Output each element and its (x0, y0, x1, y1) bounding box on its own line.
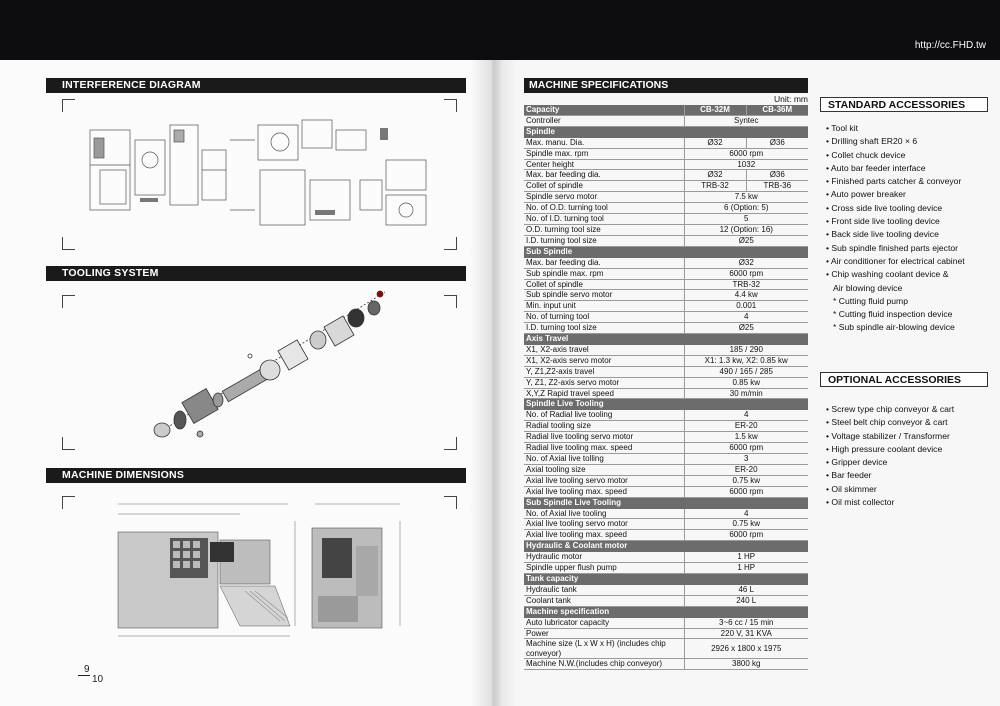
spec-value: 6000 rpm (684, 148, 808, 159)
spec-value: 6000 rpm (684, 486, 808, 497)
standard-accessories-list (826, 122, 998, 335)
page-number-right: 10 (92, 674, 104, 685)
spec-label: Radial live tooling servo motor (524, 432, 684, 443)
spec-label: Sub spindle max. rpm (524, 268, 684, 279)
spec-value: 4 (684, 508, 808, 519)
spec-label: Machine specification (524, 606, 808, 617)
spec-label: Max. bar feeding dia. (524, 170, 684, 181)
optional-accessory-item: • Screw type chip conveyor & cart (826, 404, 955, 414)
optional-accessory-item: • Steel belt chip conveyor & cart (826, 417, 948, 428)
spec-label: I.D. turning tool size (524, 235, 684, 246)
spec-value: Ø25 (684, 323, 808, 334)
spec-value: 1032 (684, 159, 808, 170)
spec-value: 490 / 165 / 285 (684, 366, 808, 377)
optional-accessories-heading: OPTIONAL ACCESSORIES (820, 372, 988, 387)
interference-diagram-drawing (80, 110, 440, 240)
spec-value: 0.75 kw (684, 475, 808, 486)
frame-corner (444, 99, 457, 112)
website-url[interactable]: http://cc.FHD.tw (914, 40, 986, 51)
spec-value: 240 L (684, 595, 808, 606)
spec-label: No. of Axial live tooling (524, 508, 684, 519)
spec-row (524, 214, 808, 225)
spec-label: Tank capacity (524, 573, 808, 584)
spec-value: 6000 rpm (684, 268, 808, 279)
spec-category-row (524, 399, 808, 410)
standard-accessory-item: * Cutting fluid pump (833, 295, 908, 306)
spec-row (524, 148, 808, 159)
spec-value: 0.85 kw (684, 377, 808, 388)
frame-corner (62, 295, 75, 308)
spec-category-row (524, 606, 808, 617)
frame-corner (62, 437, 75, 450)
standard-accessory-item: • Drilling shaft ER20 × 6 (826, 136, 918, 147)
spec-value: Syntec (684, 115, 808, 126)
spec-category-row (524, 334, 808, 345)
standard-accessory-item: • Collet chuck device (826, 149, 906, 160)
spec-value: X1: 1.3 kw, X2: 0.85 kw (684, 355, 808, 366)
spec-value: Ø36 (746, 137, 808, 148)
spec-row (524, 552, 808, 563)
spec-row (524, 475, 808, 486)
spec-row (524, 115, 808, 126)
spec-value: 220 V, 31 KVA (684, 628, 808, 639)
spec-row (524, 301, 808, 312)
spec-value: 3~6 cc / 15 min (684, 617, 808, 628)
standard-accessory-item: • Finished parts catcher & conveyor (826, 176, 962, 187)
spec-value: 3800 kg (684, 659, 808, 670)
spec-row (524, 224, 808, 235)
spec-row (524, 628, 808, 639)
spec-label: Min. input unit (524, 301, 684, 312)
spec-label: I.D. turning tool size (524, 323, 684, 334)
spec-label: Axial live tooling max. speed (524, 530, 684, 541)
spec-label: Capacity (524, 105, 684, 115)
spec-row (524, 584, 808, 595)
spec-row (524, 639, 808, 659)
spec-value: 1.5 kw (684, 432, 808, 443)
spec-label: O.D. turning tool size (524, 224, 684, 235)
frame-corner (62, 496, 75, 509)
spec-label: Sub Spindle (524, 246, 808, 257)
spec-category-row (524, 573, 808, 584)
spec-value: 0.75 kw (684, 519, 808, 530)
spec-row (524, 137, 808, 148)
standard-accessory-item: • Back side live tooling device (826, 229, 939, 240)
spec-label: Axial tooling size (524, 464, 684, 475)
spec-row (524, 443, 808, 454)
spec-value: TRB-36 (746, 181, 808, 192)
frame-corner (444, 437, 457, 450)
spec-value: ER-20 (684, 464, 808, 475)
spec-value: Ø32 (684, 137, 746, 148)
spec-row (524, 617, 808, 628)
spec-category-row (524, 541, 808, 552)
spec-label: Axial live tooling max. speed (524, 486, 684, 497)
frame-corner (444, 295, 457, 308)
spec-value: 6000 rpm (684, 530, 808, 541)
spec-value: 4 (684, 312, 808, 323)
spec-label: Hydraulic & Coolant motor (524, 541, 808, 552)
standard-accessory-item: • Tool kit (826, 123, 858, 133)
spec-value: TRB-32 (684, 181, 746, 192)
spec-row (524, 421, 808, 432)
optional-accessory-item: • High pressure coolant device (826, 443, 943, 454)
spec-category-row (524, 497, 808, 508)
standard-accessory-item: • Cross side live tooling device (826, 202, 943, 213)
spec-label: Machine N.W.(includes chip conveyor) (524, 659, 684, 670)
spec-label: No. of Radial live tooling (524, 410, 684, 421)
spec-label: Spindle servo motor (524, 192, 684, 203)
spec-row (524, 279, 808, 290)
spec-value: TRB-32 (684, 279, 808, 290)
spec-label: Controller (524, 115, 684, 126)
spec-label: Radial live tooling max. speed (524, 443, 684, 454)
spec-row (524, 192, 808, 203)
spec-value: CB-32M (684, 105, 746, 115)
spec-category-row (524, 105, 808, 115)
optional-accessory-item: • Voltage stabilizer / Transformer (826, 430, 950, 441)
standard-accessory-item: • Front side live tooling device (826, 216, 940, 227)
spec-row (524, 659, 808, 670)
spec-label: Spindle Live Tooling (524, 399, 808, 410)
spec-value: 1 HP (684, 563, 808, 574)
spec-row (524, 159, 808, 170)
specifications-table (524, 105, 808, 670)
machine-dimensions-drawing (100, 496, 430, 646)
standard-accessory-item: • Auto power breaker (826, 189, 906, 200)
spec-value: 5 (684, 214, 808, 225)
spec-label: No. of I.D. turning tool (524, 214, 684, 225)
standard-accessories-heading: STANDARD ACCESSORIES (820, 97, 988, 112)
spec-row (524, 454, 808, 465)
spec-label: Max. bar feeding dia. (524, 257, 684, 268)
standard-accessory-item: • Air conditioner for electrical cabinet (826, 255, 965, 266)
spec-label: Spindle upper flush pump (524, 563, 684, 574)
spec-value: 30 m/min (684, 388, 808, 399)
spec-row (524, 486, 808, 497)
optional-accessory-item: • Gripper device (826, 457, 888, 468)
spec-label: Collet of spindle (524, 181, 684, 192)
spec-value: 3 (684, 454, 808, 465)
unit-note: Unit: mm (774, 94, 808, 104)
spec-value: Ø36 (746, 170, 808, 181)
spec-label: No. of turning tool (524, 312, 684, 323)
spec-label: Sub Spindle Live Tooling (524, 497, 808, 508)
standard-accessory-item: • Chip washing coolant device & (826, 269, 949, 280)
spec-category-row (524, 126, 808, 137)
frame-corner (62, 99, 75, 112)
spec-value: 4.4 kw (684, 290, 808, 301)
standard-accessory-item: * Sub spindle air-blowing device (833, 322, 955, 333)
spec-row (524, 410, 808, 421)
spec-value: 12 (Option: 16) (684, 224, 808, 235)
spec-label: Max. manu. Dia. (524, 137, 684, 148)
spec-label: Spindle (524, 126, 808, 137)
spec-row (524, 203, 808, 214)
spec-value: 4 (684, 410, 808, 421)
spec-row (524, 323, 808, 334)
spec-label: Axis Travel (524, 334, 808, 345)
spec-label: Machine size (L x W x H) (includes chip conveyor) (524, 639, 684, 659)
spec-row (524, 366, 808, 377)
book-gutter-shadow (470, 60, 516, 706)
spec-value: Ø32 (684, 170, 746, 181)
optional-accessory-item: • Bar feeder (826, 470, 872, 481)
machine-dimensions-heading: MACHINE DIMENSIONS (46, 468, 466, 483)
spec-row (524, 377, 808, 388)
spec-value: 185 / 290 (684, 344, 808, 355)
spec-label: Y, Z1,Z2-axis travel (524, 366, 684, 377)
spec-label: Axial live tooling servo motor (524, 475, 684, 486)
spec-row (524, 432, 808, 443)
spec-label: Hydraulic motor (524, 552, 684, 563)
spec-label: X1, X2-axis travel (524, 344, 684, 355)
spec-value: 1 HP (684, 552, 808, 563)
standard-accessory-item: • Sub spindle finished parts ejector (826, 242, 958, 253)
spec-row (524, 595, 808, 606)
spec-label: X,Y,Z Rapid travel speed (524, 388, 684, 399)
tooling-system-heading: TOOLING SYSTEM (46, 266, 466, 281)
frame-corner (444, 237, 457, 250)
spec-row (524, 508, 808, 519)
spec-label: Power (524, 628, 684, 639)
spec-label: Sub spindle servo motor (524, 290, 684, 301)
frame-corner (444, 496, 457, 509)
standard-accessory-item: • Auto bar feeder interface (826, 162, 926, 173)
spec-row (524, 312, 808, 323)
spec-value: 46 L (684, 584, 808, 595)
spec-row (524, 563, 808, 574)
spec-value: Ø25 (684, 235, 808, 246)
optional-accessory-item: • Oil mist collector (826, 497, 895, 508)
spec-row (524, 344, 808, 355)
spec-label: Hydraulic tank (524, 584, 684, 595)
spec-label: Axial live tooling servo motor (524, 519, 684, 530)
spec-row (524, 268, 808, 279)
spec-label: Y, Z1, Z2-axis servo motor (524, 377, 684, 388)
spec-category-row (524, 246, 808, 257)
spec-row (524, 257, 808, 268)
spec-value: 7.5 kw (684, 192, 808, 203)
top-banner (0, 0, 1000, 60)
spec-value: 6000 rpm (684, 443, 808, 454)
spec-row (524, 464, 808, 475)
standard-accessory-item: Air blowing device (833, 282, 903, 293)
frame-corner (62, 237, 75, 250)
spec-label: Coolant tank (524, 595, 684, 606)
spec-label: Spindle max. rpm (524, 148, 684, 159)
spec-row (524, 181, 808, 192)
spec-label: Radial tooling size (524, 421, 684, 432)
spec-label: X1, X2-axis servo motor (524, 355, 684, 366)
spec-value: Ø32 (684, 257, 808, 268)
optional-accessories-list (826, 403, 998, 509)
interference-diagram-heading: INTERFERENCE DIAGRAM (46, 78, 466, 93)
machine-specifications-heading: MACHINE SPECIFICATIONS (524, 78, 808, 93)
page-number-divider (78, 675, 90, 676)
optional-accessory-item: • Oil skimmer (826, 483, 877, 494)
spec-row (524, 290, 808, 301)
page-number-left: 9 (84, 664, 90, 675)
spec-value: ER-20 (684, 421, 808, 432)
spec-row (524, 170, 808, 181)
spec-value: 6 (Option: 5) (684, 203, 808, 214)
spec-value: CB-36M (746, 105, 808, 115)
spec-row (524, 235, 808, 246)
spec-label: Auto lubricator capacity (524, 617, 684, 628)
spec-label: Collet of spindle (524, 279, 684, 290)
spec-value: 2926 x 1800 x 1975 (684, 639, 808, 659)
spec-row (524, 530, 808, 541)
tooling-exploded-drawing (140, 282, 400, 442)
spec-row (524, 519, 808, 530)
spec-row (524, 355, 808, 366)
spec-label: No. of Axial live tolling (524, 454, 684, 465)
standard-accessory-item: * Cutting fluid inspection device (833, 309, 953, 320)
spec-label: No. of O.D. turning tool (524, 203, 684, 214)
spec-row (524, 388, 808, 399)
spec-value: 0.001 (684, 301, 808, 312)
spec-label: Center height (524, 159, 684, 170)
